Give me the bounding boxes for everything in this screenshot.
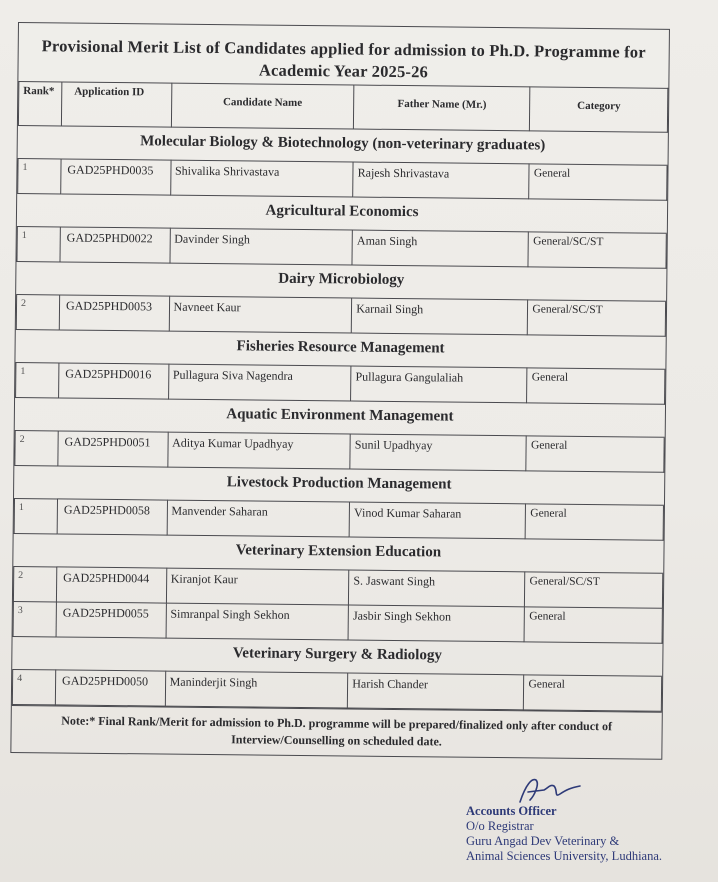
- section-title: Veterinary Surgery & Radiology: [13, 636, 662, 676]
- handwritten-signature: [514, 774, 586, 808]
- application-id-cell: GAD25PHD0016: [59, 363, 169, 399]
- rank-cell: 1: [16, 362, 59, 397]
- signature-line-1: O/o Registrar: [466, 819, 534, 833]
- rank-cell: 1: [17, 227, 60, 262]
- category-cell: General/SC/ST: [528, 300, 666, 336]
- category-cell: General: [529, 164, 667, 200]
- rank-cell: 2: [13, 566, 56, 601]
- candidate-name-cell: Navneet Kaur: [169, 296, 352, 333]
- table-body: [12, 126, 667, 712]
- header-category: Category: [530, 87, 668, 132]
- category-cell: General: [527, 368, 665, 404]
- category-cell: General: [524, 675, 662, 711]
- header-application-id: Application ID: [61, 82, 171, 127]
- category-cell: General/SC/ST: [525, 572, 663, 608]
- father-name-cell: Rajesh Shrivastava: [353, 162, 530, 199]
- application-id-cell: GAD25PHD0051: [58, 431, 168, 467]
- rank-cell: 3: [13, 601, 56, 636]
- rank-cell: 1: [14, 498, 57, 533]
- section-title: Molecular Biology & Biotechnology (non-veterinary graduates): [18, 126, 667, 166]
- category-cell: General: [526, 436, 664, 472]
- candidate-name-cell: Kiranjot Kaur: [166, 568, 349, 605]
- merit-table: [12, 81, 668, 712]
- application-id-cell: GAD25PHD0022: [60, 227, 170, 263]
- candidate-name-cell: Davinder Singh: [170, 228, 353, 265]
- signature-line-2: Guru Angad Dev Veterinary &: [466, 834, 620, 848]
- section-title: Fisheries Resource Management: [16, 329, 665, 369]
- rank-cell: 2: [15, 430, 58, 465]
- header-candidate-name: Candidate Name: [171, 83, 354, 129]
- rank-cell: 4: [12, 669, 55, 704]
- candidate-name-cell: Simranpal Singh Sekhon: [166, 603, 349, 640]
- page-title: Provisional Merit List of Candidates applied for admission to Ph.D. Programme for Academic Year 2025-26: [41, 36, 646, 82]
- application-id-cell: GAD25PHD0050: [55, 670, 165, 706]
- merit-list-sheet: [10, 22, 670, 760]
- candidate-name-cell: Manvender Saharan: [167, 500, 350, 537]
- candidate-name-cell: Aditya Kumar Upadhyay: [167, 432, 350, 469]
- father-name-cell: Harish Chander: [348, 673, 525, 710]
- category-cell: General: [524, 607, 662, 643]
- father-name-cell: Sunil Upadhyay: [350, 434, 527, 471]
- candidate-name-cell: Shivalika Shrivastava: [170, 160, 353, 197]
- father-name-cell: Aman Singh: [352, 230, 529, 267]
- note-text: Note:* Final Rank/Merit for admission to Ph.D. programme will be prepared/finalized only after conduct of Interview/Counselling on scheduled date.: [11, 705, 661, 759]
- section-title: Agricultural Economics: [17, 194, 666, 234]
- father-name-cell: Pullagura Gangulaliah: [351, 366, 528, 403]
- signature-line-3: Animal Sciences University, Ludhiana.: [466, 849, 663, 863]
- father-name-cell: Vinod Kumar Saharan: [349, 502, 526, 539]
- application-id-cell: GAD25PHD0055: [56, 602, 166, 638]
- application-id-cell: GAD25PHD0035: [61, 159, 171, 195]
- application-id-cell: GAD25PHD0053: [59, 295, 169, 331]
- rank-cell: 1: [18, 159, 61, 194]
- rank-cell: 2: [16, 295, 59, 330]
- candidate-name-cell: Maninderjit Singh: [165, 671, 348, 708]
- father-name-cell: Karnail Singh: [351, 298, 528, 335]
- section-title: Livestock Production Management: [15, 465, 664, 505]
- father-name-cell: Jasbir Singh Sekhon: [348, 605, 525, 642]
- header-father-name: Father Name (Mr.): [354, 85, 531, 131]
- application-id-cell: GAD25PHD0058: [57, 499, 167, 535]
- candidate-name-cell: Pullagura Siva Nagendra: [168, 364, 351, 401]
- header-row: [18, 82, 667, 133]
- section-title: Veterinary Extension Education: [14, 533, 663, 573]
- application-id-cell: GAD25PHD0044: [56, 567, 166, 603]
- signature-block: [466, 780, 662, 864]
- header-rank: Rank*: [18, 82, 61, 126]
- father-name-cell: S. Jaswant Singh: [349, 570, 526, 607]
- signature-officer: Accounts Officer: [466, 804, 557, 818]
- section-title: Aquatic Environment Management: [15, 397, 664, 437]
- category-cell: General/SC/ST: [528, 232, 666, 268]
- section-title: Dairy Microbiology: [17, 262, 666, 302]
- category-cell: General: [526, 504, 664, 540]
